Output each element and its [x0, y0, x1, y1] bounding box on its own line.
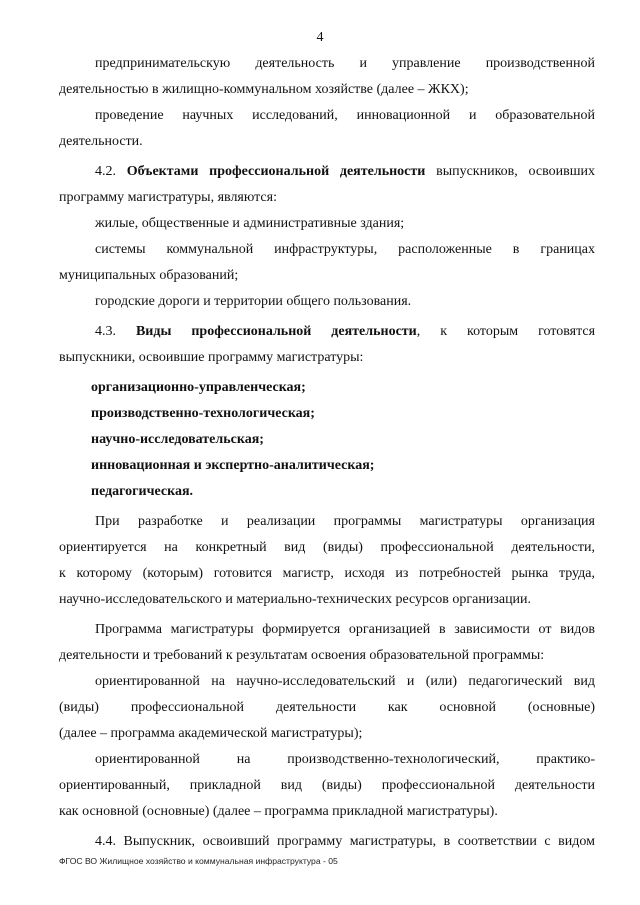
- list-item: системы коммунальной инфраструктуры, расположенные в границах: [95, 242, 595, 257]
- section-term: Виды профессиональной деятельности: [135, 324, 417, 339]
- paragraph-line: деятельностью в жилищно-коммунальном хозяйстве (далее – ЖКХ);: [59, 82, 469, 97]
- document-body: [59, 53, 595, 857]
- section-4-3-heading-line: [59, 321, 595, 347]
- paragraph-line: (виды) профессиональной деятельности как основной (основные): [59, 700, 595, 715]
- activity-type-item: научно-исследовательская;: [91, 432, 264, 447]
- paragraph-line: ориентированный, прикладной вид (виды) профессиональной деятельности: [59, 778, 595, 793]
- list-item: ориентированной на научно-исследовательский и (или) педагогический вид: [95, 674, 595, 689]
- paragraph-line: При разработке и реализации программы магистратуры организация: [95, 514, 595, 529]
- paragraph-line: (далее – программа академической магистратуры);: [59, 726, 363, 741]
- section-number: 4.2.: [95, 164, 116, 179]
- list-item: жилые, общественные и административные здания;: [95, 216, 405, 231]
- activity-type-item: педагогическая.: [91, 484, 194, 499]
- paragraph-line: ориентируется на конкретный вид (виды) профессиональной деятельности,: [59, 540, 595, 555]
- paragraph-line: как основной (основные) (далее – программа прикладной магистратуры).: [59, 804, 498, 819]
- activity-type-item: производственно-технологическая;: [91, 406, 315, 421]
- paragraph-line: Программа магистратуры формируется организацией в зависимости от видов: [95, 622, 595, 637]
- list-item: городские дороги и территории общего пользования.: [95, 294, 412, 309]
- paragraph-line: программу магистратуры, являются:: [59, 190, 277, 205]
- section-text: выпускников, освоивших: [425, 164, 595, 179]
- section-text: , к которым готовятся: [416, 324, 596, 339]
- paragraph-line: проведение научных исследований, инновационной и образовательной: [95, 108, 595, 123]
- paragraph-line: муниципальных образований;: [59, 268, 239, 283]
- section-4-2-heading-line: [59, 161, 595, 187]
- paragraph-line: деятельности и требований к результатам освоения образовательной программы:: [59, 648, 545, 663]
- list-item: ориентированной на производственно-технологический, практико-: [95, 752, 595, 767]
- section-number: 4.3.: [95, 324, 116, 339]
- section-term: Объектами профессиональной деятельности: [126, 164, 426, 179]
- activity-type-item: организационно-управленческая;: [91, 380, 306, 395]
- activity-type-item: инновационная и экспертно-аналитическая;: [91, 458, 375, 473]
- paragraph-line: 4.4. Выпускник, освоивший программу магистратуры, в соответствии с видом: [95, 834, 595, 849]
- paragraph-line: предпринимательскую деятельность и управление производственной: [95, 56, 595, 71]
- page-number: 4: [316, 30, 324, 45]
- paragraph-line: к которому (которым) готовится магистр, исходя из потребностей рынка труда,: [59, 566, 595, 581]
- paragraph-line: выпускники, освоившие программу магистратуры:: [59, 350, 364, 365]
- document-footer: ФГОС ВО Жилищное хозяйство и коммунальная инфраструктура - 05: [59, 856, 338, 866]
- paragraph-line: научно-исследовательского и материально-технических ресурсов организации.: [59, 592, 532, 607]
- paragraph-line: деятельности.: [59, 134, 143, 149]
